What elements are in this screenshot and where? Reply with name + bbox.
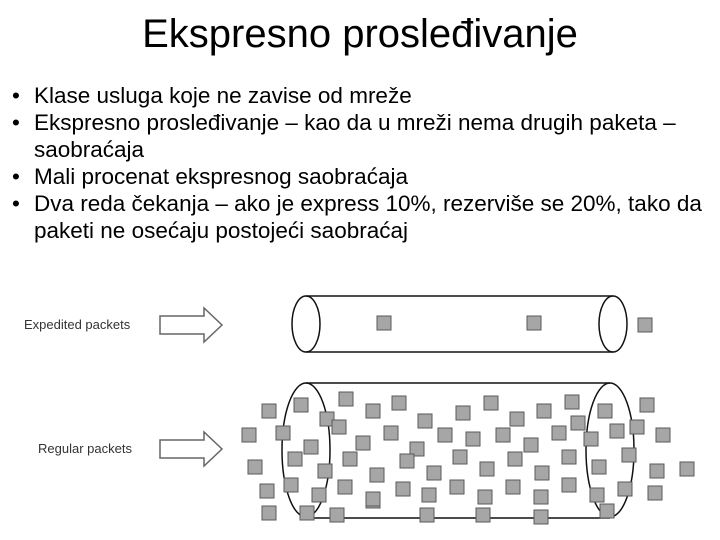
bullet-list <box>12 82 712 244</box>
bullet-item <box>12 109 712 163</box>
packet-square-icon <box>456 406 470 420</box>
packet-square-icon <box>418 414 432 428</box>
packet-square-icon <box>640 398 654 412</box>
bullet-text: Dva reda čekanja – ako je express 10%, rezerviše se 20%, tako da paketi ne osećaju postojeći saobraćaj <box>34 191 702 243</box>
packet-square-icon <box>656 428 670 442</box>
packet-square-icon <box>422 488 436 502</box>
bullet-item <box>12 163 712 190</box>
packet-square-icon <box>508 452 522 466</box>
packet-group <box>242 316 694 524</box>
packet-square-icon <box>339 392 353 406</box>
packet-square-icon <box>332 420 346 434</box>
packet-square-icon <box>466 432 480 446</box>
packet-square-icon <box>248 460 262 474</box>
packet-square-icon <box>571 416 585 430</box>
packet-square-icon <box>484 396 498 410</box>
packet-square-icon <box>534 510 548 524</box>
packet-square-icon <box>427 466 441 480</box>
packet-square-icon <box>284 478 298 492</box>
packet-square-icon <box>384 426 398 440</box>
packet-square-icon <box>343 452 357 466</box>
packet-square-icon <box>453 450 467 464</box>
packet-square-icon <box>288 452 302 466</box>
expedited-packets-label: Expedited packets <box>24 317 131 332</box>
packet-square-icon <box>400 454 414 468</box>
packet-square-icon <box>535 466 549 480</box>
packet-square-icon <box>527 316 541 330</box>
packet-square-icon <box>598 404 612 418</box>
packet-square-icon <box>590 488 604 502</box>
bullet-item <box>12 190 712 244</box>
packet-square-icon <box>304 440 318 454</box>
packet-square-icon <box>450 480 464 494</box>
bullet-dot-icon: • <box>12 110 20 135</box>
packet-square-icon <box>370 468 384 482</box>
packet-square-icon <box>565 395 579 409</box>
bullet-dot-icon: • <box>12 191 20 216</box>
bullet-item <box>12 82 712 109</box>
packet-square-icon <box>552 426 566 440</box>
packet-square-icon <box>592 460 606 474</box>
packet-square-icon <box>510 412 524 426</box>
packet-square-icon <box>562 478 576 492</box>
packet-square-icon <box>262 404 276 418</box>
bullet-text: Ekspresno prosleđivanje – kao da u mreži nema drugih paketa – saobraćaja <box>34 110 676 162</box>
packet-square-icon <box>330 508 344 522</box>
expedited-arrow-icon <box>160 308 222 342</box>
packet-square-icon <box>366 492 380 506</box>
packet-square-icon <box>262 506 276 520</box>
packet-square-icon <box>584 432 598 446</box>
packet-square-icon <box>260 484 274 498</box>
bullet-dot-icon: • <box>12 83 20 108</box>
packet-square-icon <box>312 488 326 502</box>
bullet-dot-icon: • <box>12 164 20 189</box>
packet-square-icon <box>242 428 256 442</box>
packet-square-icon <box>300 506 314 520</box>
packet-square-icon <box>630 420 644 434</box>
packet-square-icon <box>396 482 410 496</box>
packet-square-icon <box>438 428 452 442</box>
bullet-text: Mali procenat ekspresnog saobraćaja <box>34 164 408 189</box>
bullet-text: Klase usluga koje ne zavise od mreže <box>34 83 412 108</box>
packet-square-icon <box>622 448 636 462</box>
regular-packets-label: Regular packets <box>38 441 132 456</box>
packet-square-icon <box>650 464 664 478</box>
packet-square-icon <box>600 504 614 518</box>
regular-arrow-icon <box>160 432 222 466</box>
packet-square-icon <box>618 482 632 496</box>
packet-square-icon <box>356 436 370 450</box>
packet-square-icon <box>392 396 406 410</box>
packet-square-icon <box>366 404 380 418</box>
packet-square-icon <box>638 318 652 332</box>
packet-square-icon <box>680 462 694 476</box>
packet-square-icon <box>480 462 494 476</box>
packet-square-icon <box>377 316 391 330</box>
packet-square-icon <box>562 450 576 464</box>
packet-square-icon <box>276 426 290 440</box>
queue-diagram <box>0 270 720 540</box>
packet-square-icon <box>610 424 624 438</box>
packet-square-icon <box>420 508 434 522</box>
slide-title: Ekspresno prosleđivanje <box>142 12 578 56</box>
packet-square-icon <box>506 480 520 494</box>
packet-square-icon <box>294 398 308 412</box>
packet-square-icon <box>478 490 492 504</box>
packet-square-icon <box>476 508 490 522</box>
packet-square-icon <box>496 428 510 442</box>
packet-square-icon <box>534 490 548 504</box>
packet-square-icon <box>537 404 551 418</box>
expedited-pipe <box>292 296 627 352</box>
packet-square-icon <box>648 486 662 500</box>
packet-square-icon <box>524 438 538 452</box>
packet-square-icon <box>338 480 352 494</box>
packet-square-icon <box>318 464 332 478</box>
